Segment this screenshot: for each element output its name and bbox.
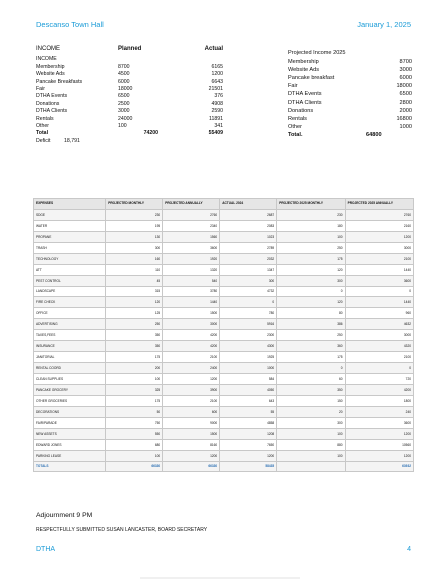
- expense-value-cell: 120: [277, 264, 345, 275]
- expenses-column-header: PROJECTED MONTHLY: [106, 199, 163, 210]
- projected-row-label: Rentals: [288, 115, 307, 122]
- expenses-column-header: EXPENSES: [34, 199, 106, 210]
- expense-value-cell: 175: [277, 253, 345, 264]
- projected-income-section: [288, 49, 412, 139]
- income-row: [36, 93, 226, 100]
- projected-income-rows: [288, 58, 412, 131]
- expense-value-cell: 3600: [345, 417, 413, 428]
- expense-row: [34, 374, 414, 385]
- income-row-label: Rentals: [36, 115, 54, 122]
- projected-row-label: DTHA Clients: [288, 99, 322, 106]
- totals-value-cell: [277, 461, 345, 472]
- expense-row: [34, 209, 414, 220]
- totals-value-cell: 63932: [345, 461, 413, 472]
- expense-value-cell: 9000: [163, 417, 220, 428]
- projected-total-row: [288, 131, 412, 139]
- expense-value-cell: 10560: [345, 439, 413, 450]
- expense-value-cell: 1200: [163, 450, 220, 461]
- income-row: [36, 79, 226, 86]
- expense-value-cell: 55: [220, 406, 277, 417]
- expense-value-cell: 100: [277, 428, 345, 439]
- expense-row: [34, 341, 414, 352]
- expense-value-cell: 386: [277, 319, 345, 330]
- projected-income-row: [288, 82, 412, 90]
- projected-income-row: [288, 115, 412, 123]
- income-row: [36, 71, 226, 78]
- expense-value-cell: 120: [277, 297, 345, 308]
- income-row-actual: 2590: [211, 108, 223, 115]
- expense-value-cell: 960: [345, 308, 413, 319]
- expense-label-cell: ATT: [34, 264, 106, 275]
- expense-row: [34, 242, 414, 253]
- expense-label-cell: CLEAN SUPPLIES: [34, 374, 106, 385]
- expense-value-cell: 680: [106, 439, 163, 450]
- expense-value-cell: 8160: [163, 439, 220, 450]
- expense-value-cell: 195: [106, 220, 163, 231]
- page-number: 4: [407, 546, 411, 553]
- income-row-actual: 1200: [211, 71, 223, 78]
- expense-label-cell: PARKING LEASE: [34, 450, 106, 461]
- projected-income-row: [288, 66, 412, 74]
- expense-value-cell: 4200: [345, 384, 413, 395]
- expense-value-cell: 300: [106, 242, 163, 253]
- projected-row-value: 3000: [399, 67, 412, 74]
- expense-value-cell: 360: [277, 341, 345, 352]
- deficit-row: [36, 138, 226, 145]
- income-total-planned: 74200: [143, 130, 158, 137]
- page-footer: [36, 546, 411, 553]
- expense-value-cell: 160: [106, 253, 163, 264]
- expense-value-cell: 2083: [220, 220, 277, 231]
- expense-value-cell: 1925: [220, 352, 277, 363]
- projected-income-row: [288, 58, 412, 66]
- expense-label-cell: DECORATIONS: [34, 406, 106, 417]
- footer-org: DTHA: [36, 546, 56, 553]
- expenses-column-header: PROJECTED 2025 MONTHLY: [277, 199, 345, 210]
- expense-value-cell: 2100: [163, 395, 220, 406]
- expense-label-cell: JANITORIAL: [34, 352, 106, 363]
- expense-value-cell: 3780: [163, 286, 220, 297]
- expense-row: [34, 253, 414, 264]
- projected-income-title: Projected Income 2025: [288, 50, 346, 56]
- expense-row: [34, 406, 414, 417]
- expense-value-cell: 4200: [163, 341, 220, 352]
- expense-row: [34, 220, 414, 231]
- expense-value-cell: 240: [345, 406, 413, 417]
- income-total-row: [36, 130, 226, 137]
- expense-value-cell: 2300: [220, 330, 277, 341]
- expense-value-cell: 200: [106, 363, 163, 374]
- expenses-column-header: ACTUAL 2024: [220, 199, 277, 210]
- expense-value-cell: 750: [106, 417, 163, 428]
- expense-value-cell: 315: [106, 286, 163, 297]
- expense-value-cell: 20: [277, 406, 345, 417]
- income-row-actual: 376: [214, 93, 223, 100]
- income-row-actual: 21501: [208, 86, 223, 93]
- expense-label-cell: NEW ASSETS: [34, 428, 106, 439]
- expense-label-cell: OFFICE: [34, 308, 106, 319]
- income-row-planned: 8700: [118, 63, 130, 70]
- expense-value-cell: 584: [220, 374, 277, 385]
- expense-value-cell: 0: [220, 297, 277, 308]
- expenses-totals-row: [34, 461, 414, 472]
- income-row: [36, 108, 226, 115]
- expense-value-cell: 600: [163, 406, 220, 417]
- projected-row-value: 8700: [399, 59, 412, 66]
- expense-value-cell: 2100: [163, 352, 220, 363]
- expenses-column-header: PROJECTED 2025 ANNUALLY: [345, 199, 413, 210]
- deficit-label: Deficit: [36, 137, 51, 144]
- expense-value-cell: 350: [106, 341, 163, 352]
- projected-row-label: Other: [288, 123, 302, 130]
- expense-value-cell: 60: [277, 374, 345, 385]
- expense-value-cell: 4050: [220, 384, 277, 395]
- expenses-column-header: PROJECTED ANNUALLY: [163, 199, 220, 210]
- income-rows: [36, 64, 226, 131]
- page-header: [36, 20, 411, 29]
- org-name: Descanso Town Hall: [36, 20, 104, 29]
- expense-value-cell: 350: [277, 384, 345, 395]
- income-row-actual: 11891: [208, 115, 223, 122]
- expense-row: [34, 286, 414, 297]
- expense-value-cell: 230: [277, 209, 345, 220]
- expense-row: [34, 384, 414, 395]
- expenses-body: [34, 209, 414, 472]
- expense-value-cell: 4320: [345, 341, 413, 352]
- expense-value-cell: 3600: [163, 242, 220, 253]
- projected-row-label: Membership: [288, 59, 319, 66]
- expense-value-cell: 0: [345, 286, 413, 297]
- income-total-actual: 55409: [208, 130, 223, 137]
- projected-row-value: 6000: [399, 75, 412, 82]
- income-row-planned: 24000: [118, 115, 133, 122]
- expense-value-cell: 1200: [345, 428, 413, 439]
- income-row-label: Membership: [36, 63, 65, 70]
- income-row-label: Fair: [36, 86, 45, 93]
- expense-value-cell: 120: [106, 297, 163, 308]
- expense-label-cell: WATER: [34, 220, 106, 231]
- expense-label-cell: INSURANCE: [34, 341, 106, 352]
- expense-value-cell: 180: [277, 220, 345, 231]
- projected-income-row: [288, 99, 412, 107]
- footer-divider: [140, 577, 300, 579]
- projected-row-value: 6500: [399, 91, 412, 98]
- expense-value-cell: 1200: [220, 450, 277, 461]
- expense-value-cell: 4858: [220, 417, 277, 428]
- projected-total-label: Total.: [288, 131, 303, 138]
- header-date: January 1, 2025: [357, 20, 411, 29]
- totals-value-cell: 66330: [163, 461, 220, 472]
- projected-row-label: Donations: [288, 107, 314, 114]
- income-row-label: Website Ads: [36, 71, 65, 78]
- expense-label-cell: SDGE: [34, 209, 106, 220]
- projected-income-row: [288, 123, 412, 131]
- income-row: [36, 64, 226, 71]
- expense-value-cell: 250: [277, 242, 345, 253]
- income-row-planned: 2500: [118, 100, 130, 107]
- expense-value-cell: 3000: [345, 242, 413, 253]
- projected-row-label: DTHA Events: [288, 91, 322, 98]
- actual-column-header: Actual: [204, 46, 223, 52]
- projected-row-label: Pancake breakfast: [288, 75, 335, 82]
- income-row: [36, 123, 226, 130]
- expense-value-cell: 230: [106, 209, 163, 220]
- income-row-planned: 3000: [118, 108, 130, 115]
- income-row-planned: 4500: [118, 71, 130, 78]
- expense-value-cell: 1347: [220, 264, 277, 275]
- expense-value-cell: 3900: [163, 384, 220, 395]
- expense-label-cell: TRASH: [34, 242, 106, 253]
- income-total-label: Total: [36, 130, 49, 137]
- expense-value-cell: 45: [106, 275, 163, 286]
- expense-value-cell: 4632: [345, 319, 413, 330]
- expense-label-cell: PROPANE: [34, 231, 106, 242]
- expense-value-cell: 2400: [163, 363, 220, 374]
- expense-value-cell: 4300: [220, 341, 277, 352]
- projected-income-row: [288, 74, 412, 82]
- income-row-label: Pancake Breakfasts: [36, 78, 83, 85]
- expense-value-cell: 1440: [345, 297, 413, 308]
- income-row-planned: 6500: [118, 93, 130, 100]
- expenses-table-wrapper: [33, 198, 414, 472]
- expense-value-cell: 550: [106, 428, 163, 439]
- expense-value-cell: 110: [106, 264, 163, 275]
- projected-income-row: [288, 90, 412, 98]
- submitted-by-text: RESPECTFULLY SUBMITTED SUSAN LANCASTER, BOARD SECRETARY: [36, 527, 208, 533]
- expense-value-cell: 175: [106, 352, 163, 363]
- expense-value-cell: 1440: [163, 297, 220, 308]
- projected-row-value: 1000: [399, 123, 412, 130]
- expense-value-cell: 100: [106, 374, 163, 385]
- expense-value-cell: 300: [277, 275, 345, 286]
- expense-label-cell: PANCAKE GROCERY: [34, 384, 106, 395]
- projected-row-label: Fair: [288, 83, 298, 90]
- projected-income-row: [288, 107, 412, 115]
- expense-value-cell: 1560: [163, 231, 220, 242]
- expense-value-cell: 2760: [345, 209, 413, 220]
- expense-value-cell: 1440: [345, 264, 413, 275]
- expense-value-cell: 250: [277, 330, 345, 341]
- expense-value-cell: 2340: [163, 220, 220, 231]
- expense-value-cell: 2687: [220, 209, 277, 220]
- income-subheading-row: [36, 56, 226, 63]
- expense-value-cell: 3600: [345, 275, 413, 286]
- income-row-label: DTHA Events: [36, 93, 68, 100]
- expense-value-cell: 1500: [163, 428, 220, 439]
- projected-row-value: 2000: [399, 107, 412, 114]
- income-row: [36, 86, 226, 93]
- income-row-planned: 18000: [118, 86, 133, 93]
- expense-label-cell: EDWARD JONES: [34, 439, 106, 450]
- expense-value-cell: 50: [106, 406, 163, 417]
- income-row: [36, 101, 226, 108]
- expense-label-cell: TAXES,FEES: [34, 330, 106, 341]
- totals-value-cell: 58435: [220, 461, 277, 472]
- expense-value-cell: 2100: [345, 352, 413, 363]
- expense-value-cell: 2160: [345, 220, 413, 231]
- expense-value-cell: 1000: [220, 363, 277, 374]
- expense-value-cell: 780: [220, 308, 277, 319]
- expense-value-cell: 2100: [345, 253, 413, 264]
- income-subheading: INCOME: [36, 56, 57, 63]
- expense-value-cell: 2032: [220, 253, 277, 264]
- expense-value-cell: 125: [106, 308, 163, 319]
- expense-value-cell: 3000: [163, 319, 220, 330]
- expense-value-cell: 3000: [345, 330, 413, 341]
- projected-row-value: 18000: [396, 83, 412, 90]
- income-row-label: Other: [36, 123, 49, 130]
- expense-value-cell: 350: [106, 330, 163, 341]
- expense-label-cell: LANDSCAPE: [34, 286, 106, 297]
- expense-value-cell: 2760: [163, 209, 220, 220]
- expense-row: [34, 363, 414, 374]
- expense-value-cell: 880: [277, 439, 345, 450]
- expense-label-cell: FAIR/PARADE: [34, 417, 106, 428]
- expense-value-cell: 540: [163, 275, 220, 286]
- expense-row: [34, 352, 414, 363]
- expense-value-cell: 0: [277, 286, 345, 297]
- expense-value-cell: 175: [277, 352, 345, 363]
- expense-value-cell: 1500: [163, 308, 220, 319]
- expense-value-cell: 1800: [345, 395, 413, 406]
- expense-value-cell: 1200: [345, 231, 413, 242]
- expense-row: [34, 264, 414, 275]
- expense-value-cell: 5916: [220, 319, 277, 330]
- totals-label-cell: TOTALS: [34, 461, 106, 472]
- expense-label-cell: ADVERTISING: [34, 319, 106, 330]
- income-section: [36, 46, 226, 145]
- expense-row: [34, 275, 414, 286]
- projected-row-value: 16800: [396, 115, 412, 122]
- expense-row: [34, 319, 414, 330]
- expense-value-cell: 2789: [220, 242, 277, 253]
- expense-label-cell: RENTAL COORD: [34, 363, 106, 374]
- expense-value-cell: 300: [220, 275, 277, 286]
- expense-label-cell: OTHER GROCERIES: [34, 395, 106, 406]
- income-row-label: Donations: [36, 100, 60, 107]
- expense-label-cell: FIRE CHECK: [34, 297, 106, 308]
- income-row-actual: 341: [214, 123, 223, 130]
- expenses-table: [33, 198, 414, 472]
- expense-row: [34, 231, 414, 242]
- expense-label-cell: TECHNOLOGY: [34, 253, 106, 264]
- expense-row: [34, 297, 414, 308]
- expense-value-cell: 100: [277, 450, 345, 461]
- adjournment-text: Adjournment 9 PM: [36, 512, 93, 519]
- expense-value-cell: 7650: [220, 439, 277, 450]
- expense-value-cell: 250: [106, 319, 163, 330]
- income-heading: INCOME: [36, 46, 60, 52]
- income-row-actual: 4908: [211, 100, 223, 107]
- expense-value-cell: 1200: [163, 374, 220, 385]
- expense-row: [34, 395, 414, 406]
- income-row-actual: 6165: [211, 63, 223, 70]
- expenses-header-row: [34, 199, 414, 210]
- planned-column-header: Planned: [118, 46, 142, 52]
- expense-value-cell: 0: [277, 363, 345, 374]
- expense-value-cell: 130: [106, 231, 163, 242]
- projected-total-value: 64800: [366, 131, 382, 138]
- expense-value-cell: 175: [106, 395, 163, 406]
- expense-value-cell: 1208: [220, 428, 277, 439]
- expense-value-cell: 4732: [220, 286, 277, 297]
- expense-row: [34, 308, 414, 319]
- expense-row: [34, 428, 414, 439]
- income-row-label: DTHA Clients: [36, 108, 68, 115]
- income-row-planned: 100: [118, 123, 127, 130]
- expense-value-cell: 150: [277, 395, 345, 406]
- income-row-actual: 6643: [211, 78, 223, 85]
- projected-row-label: Website Ads: [288, 67, 319, 74]
- income-row-planned: 6000: [118, 78, 130, 85]
- expense-row: [34, 330, 414, 341]
- expense-value-cell: 4200: [163, 330, 220, 341]
- income-row: [36, 116, 226, 123]
- expense-value-cell: 1023: [220, 231, 277, 242]
- expense-value-cell: 300: [277, 417, 345, 428]
- income-header: [36, 46, 226, 53]
- expense-row: [34, 417, 414, 428]
- expense-value-cell: 0: [345, 363, 413, 374]
- totals-value-cell: 66330: [106, 461, 163, 472]
- deficit-value: 18,791: [64, 137, 80, 144]
- expense-value-cell: 1920: [163, 253, 220, 264]
- expense-value-cell: 100: [277, 231, 345, 242]
- projected-row-value: 2800: [399, 99, 412, 106]
- expense-value-cell: 720: [345, 374, 413, 385]
- expense-value-cell: 325: [106, 384, 163, 395]
- expense-value-cell: 100: [106, 450, 163, 461]
- expense-value-cell: 1200: [345, 450, 413, 461]
- expense-value-cell: 1320: [163, 264, 220, 275]
- expense-row: [34, 439, 414, 450]
- expense-value-cell: 643: [220, 395, 277, 406]
- expense-label-cell: PEST CONTROL: [34, 275, 106, 286]
- expense-value-cell: 80: [277, 308, 345, 319]
- expense-row: [34, 450, 414, 461]
